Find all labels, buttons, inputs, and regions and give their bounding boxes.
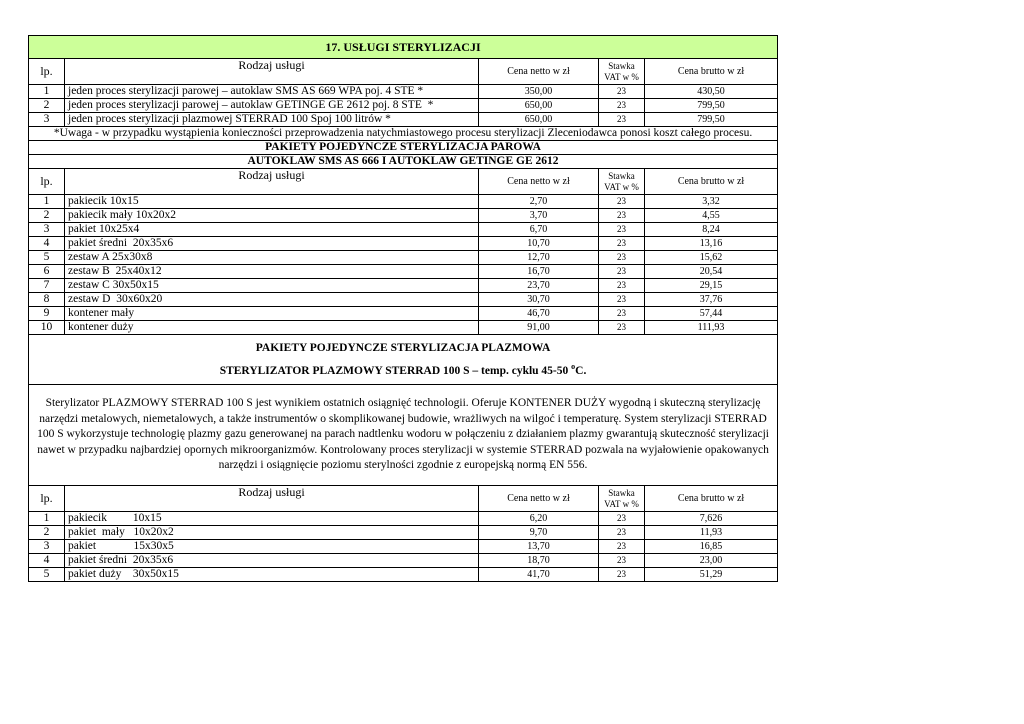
row-vat-rate: 23: [599, 99, 645, 113]
header-vat-line2: VAT w %: [604, 71, 639, 82]
section3-description-row: [29, 385, 778, 486]
row-lp: 2: [29, 99, 65, 113]
row-net-price: 2,70: [479, 195, 599, 209]
row-lp: 3: [29, 540, 65, 554]
section2-title-row-2: [29, 155, 778, 169]
row-gross-price: 51,29: [645, 568, 778, 582]
price-table: [28, 35, 778, 582]
row-service: pakiecik 10x15: [65, 195, 479, 209]
row-gross-price: 3,32: [645, 195, 778, 209]
header-net: Cena netto w zł: [479, 169, 599, 195]
row-lp: 10: [29, 321, 65, 335]
row-gross-price: 430,50: [645, 85, 778, 99]
row-vat-rate: 23: [599, 223, 645, 237]
table-row: [29, 512, 778, 526]
section2-title-1: PAKIETY POJEDYNCZE STERYLIZACJA PAROWA: [29, 141, 778, 155]
row-service: pakiecik mały 10x20x2: [65, 209, 479, 223]
header-net: Cena netto w zł: [479, 59, 599, 85]
row-gross-price: 29,15: [645, 279, 778, 293]
header-gross: Cena brutto w zł: [645, 59, 778, 85]
table-row: [29, 209, 778, 223]
header-vat-line2: VAT w %: [604, 181, 639, 192]
table-row: [29, 554, 778, 568]
section3-title-2: STERYLIZATOR PLAZMOWY STERRAD 100 S – temp. cyklu 45-50: [219, 364, 572, 377]
row-lp: 1: [29, 195, 65, 209]
row-service: jeden proces sterylizacji parowej – autoklaw GETINGE GE 2612 poj. 8 STE *: [65, 99, 479, 113]
row-net-price: 10,70: [479, 237, 599, 251]
row-vat-rate: 23: [599, 195, 645, 209]
header-vat-line2: VAT w %: [604, 498, 639, 509]
table-row: [29, 223, 778, 237]
row-net-price: 18,70: [479, 554, 599, 568]
row-vat-rate: 23: [599, 209, 645, 223]
header-service: Rodzaj usługi: [65, 169, 479, 195]
header-gross: Cena brutto w zł: [645, 169, 778, 195]
row-lp: 5: [29, 568, 65, 582]
section3-title-1: PAKIETY POJEDYNCZE STERYLIZACJA PLAZMOWA: [255, 341, 551, 354]
row-lp: 2: [29, 209, 65, 223]
title-row: [29, 36, 778, 59]
row-service: zestaw D 30x60x20: [65, 293, 479, 307]
row-net-price: 16,70: [479, 265, 599, 279]
table-row: [29, 195, 778, 209]
row-vat-rate: 23: [599, 512, 645, 526]
row-vat-rate: 23: [599, 251, 645, 265]
row-service: pakiet średni 20x35x6: [65, 237, 479, 251]
row-vat-rate: 23: [599, 554, 645, 568]
header-row-1: [29, 59, 778, 85]
row-gross-price: 799,50: [645, 99, 778, 113]
row-net-price: 46,70: [479, 307, 599, 321]
table-row: [29, 321, 778, 335]
row-service: pakiecik 10x15: [65, 512, 479, 526]
row-gross-price: 13,16: [645, 237, 778, 251]
row-vat-rate: 23: [599, 279, 645, 293]
row-service: kontener duży: [65, 321, 479, 335]
section3-title-2-end: C.: [575, 364, 587, 377]
header-vat-line1: Stawka: [608, 170, 635, 181]
row-net-price: 650,00: [479, 99, 599, 113]
row-service: jeden proces sterylizacji parowej – autoklaw SMS AS 669 WPA poj. 4 STE *: [65, 85, 479, 99]
section3-title-row: [29, 335, 778, 385]
row-gross-price: 111,93: [645, 321, 778, 335]
row-net-price: 9,70: [479, 526, 599, 540]
row-vat-rate: 23: [599, 321, 645, 335]
row-gross-price: 799,50: [645, 113, 778, 127]
row-net-price: 12,70: [479, 251, 599, 265]
row-service: kontener mały: [65, 307, 479, 321]
row-gross-price: 11,93: [645, 526, 778, 540]
row-net-price: 6,20: [479, 512, 599, 526]
row-net-price: 13,70: [479, 540, 599, 554]
row-gross-price: 4,55: [645, 209, 778, 223]
row-vat-rate: 23: [599, 568, 645, 582]
note-text: *Uwaga - w przypadku wystąpienia konieczności przeprowadzenia natychmiastowego procesu sterylizacji Zleceniodawca ponosi koszt całego procesu.: [29, 127, 778, 141]
row-service: zestaw B 25x40x12: [65, 265, 479, 279]
table-row: [29, 237, 778, 251]
table-row: [29, 540, 778, 554]
header-service: Rodzaj usługi: [65, 59, 479, 85]
header-vat: [599, 486, 645, 512]
header-row-2: [29, 169, 778, 195]
row-net-price: 3,70: [479, 209, 599, 223]
row-service: pakiet średni 20x35x6: [65, 554, 479, 568]
row-vat-rate: 23: [599, 265, 645, 279]
row-gross-price: 7,626: [645, 512, 778, 526]
table-row: [29, 99, 778, 113]
header-vat-line1: Stawka: [608, 487, 635, 498]
row-net-price: 91,00: [479, 321, 599, 335]
row-gross-price: 23,00: [645, 554, 778, 568]
section3-description: Sterylizator PLAZMOWY STERRAD 100 S jest wynikiem ostatnich osiągnięć technologii. Oferuje KONTENER DUŻY wygodną i skuteczną sterylizację narzędzi metalowych, niemetalowych, a także instrumentów o skomplikowanej budowie, wrażliwych na wilgoć i temperaturę. System sterylizacji STERRAD 100 S wykorzystuje technologię plazmy gazu generowanej na parach nadtlenku wodoru w połączeniu z działaniem plazmy gwarantują skuteczność sterylizacji nawet w przypadku najbardziej opornych mikroorganizmów. Kontrolowany proces sterylizacji w systemie STERRAD pozwala na wyjałowienie opakowanych narzędzi i osiągnięcie poziomu sterylności zgodnie z europejską normą EN 556.: [29, 385, 778, 486]
header-lp: lp.: [29, 486, 65, 512]
row-service: pakiet 10x25x4: [65, 223, 479, 237]
section3-title: [29, 335, 778, 385]
section2-title-2: AUTOKLAW SMS AS 666 I AUTOKLAW GETINGE GE 2612: [29, 155, 778, 169]
row-vat-rate: 23: [599, 113, 645, 127]
price-table-body: [29, 36, 778, 582]
row-lp: 3: [29, 113, 65, 127]
header-vat: [599, 169, 645, 195]
row-vat-rate: 23: [599, 307, 645, 321]
row-vat-rate: 23: [599, 526, 645, 540]
header-service: Rodzaj usługi: [65, 486, 479, 512]
header-gross: Cena brutto w zł: [645, 486, 778, 512]
header-vat: [599, 59, 645, 85]
row-vat-rate: 23: [599, 237, 645, 251]
row-lp: 9: [29, 307, 65, 321]
table-row: [29, 307, 778, 321]
header-lp: lp.: [29, 59, 65, 85]
row-service: pakiet duży 30x50x15: [65, 568, 479, 582]
table-row: [29, 526, 778, 540]
row-vat-rate: 23: [599, 540, 645, 554]
row-gross-price: 20,54: [645, 265, 778, 279]
row-lp: 3: [29, 223, 65, 237]
row-net-price: 23,70: [479, 279, 599, 293]
section2-title-row-1: [29, 141, 778, 155]
row-net-price: 6,70: [479, 223, 599, 237]
row-service: jeden proces sterylizacji plazmowej STERRAD 100 Spoj 100 litrów *: [65, 113, 479, 127]
row-gross-price: 37,76: [645, 293, 778, 307]
row-lp: 4: [29, 237, 65, 251]
row-net-price: 41,70: [479, 568, 599, 582]
row-gross-price: 57,44: [645, 307, 778, 321]
table-row: [29, 113, 778, 127]
row-net-price: 30,70: [479, 293, 599, 307]
table-row: [29, 568, 778, 582]
row-lp: 7: [29, 279, 65, 293]
row-lp: 1: [29, 85, 65, 99]
row-service: pakiet 15x30x5: [65, 540, 479, 554]
row-lp: 6: [29, 265, 65, 279]
row-gross-price: 15,62: [645, 251, 778, 265]
row-service: zestaw A 25x30x8: [65, 251, 479, 265]
header-row-3: [29, 486, 778, 512]
row-lp: 1: [29, 512, 65, 526]
row-service: pakiet mały 10x20x2: [65, 526, 479, 540]
row-service: zestaw C 30x50x15: [65, 279, 479, 293]
table-row: [29, 85, 778, 99]
header-net: Cena netto w zł: [479, 486, 599, 512]
row-lp: 2: [29, 526, 65, 540]
row-vat-rate: 23: [599, 85, 645, 99]
table-title: 17. USŁUGI STERYLIZACJI: [29, 36, 778, 59]
degree-sup: o: [571, 361, 576, 371]
table-row: [29, 265, 778, 279]
row-gross-price: 16,85: [645, 540, 778, 554]
row-net-price: 350,00: [479, 85, 599, 99]
table-row: [29, 279, 778, 293]
table-row: [29, 251, 778, 265]
note-row: [29, 127, 778, 141]
header-vat-line1: Stawka: [608, 60, 635, 71]
row-lp: 4: [29, 554, 65, 568]
row-lp: 5: [29, 251, 65, 265]
header-lp: lp.: [29, 169, 65, 195]
table-row: [29, 293, 778, 307]
row-lp: 8: [29, 293, 65, 307]
row-gross-price: 8,24: [645, 223, 778, 237]
row-net-price: 650,00: [479, 113, 599, 127]
row-vat-rate: 23: [599, 293, 645, 307]
